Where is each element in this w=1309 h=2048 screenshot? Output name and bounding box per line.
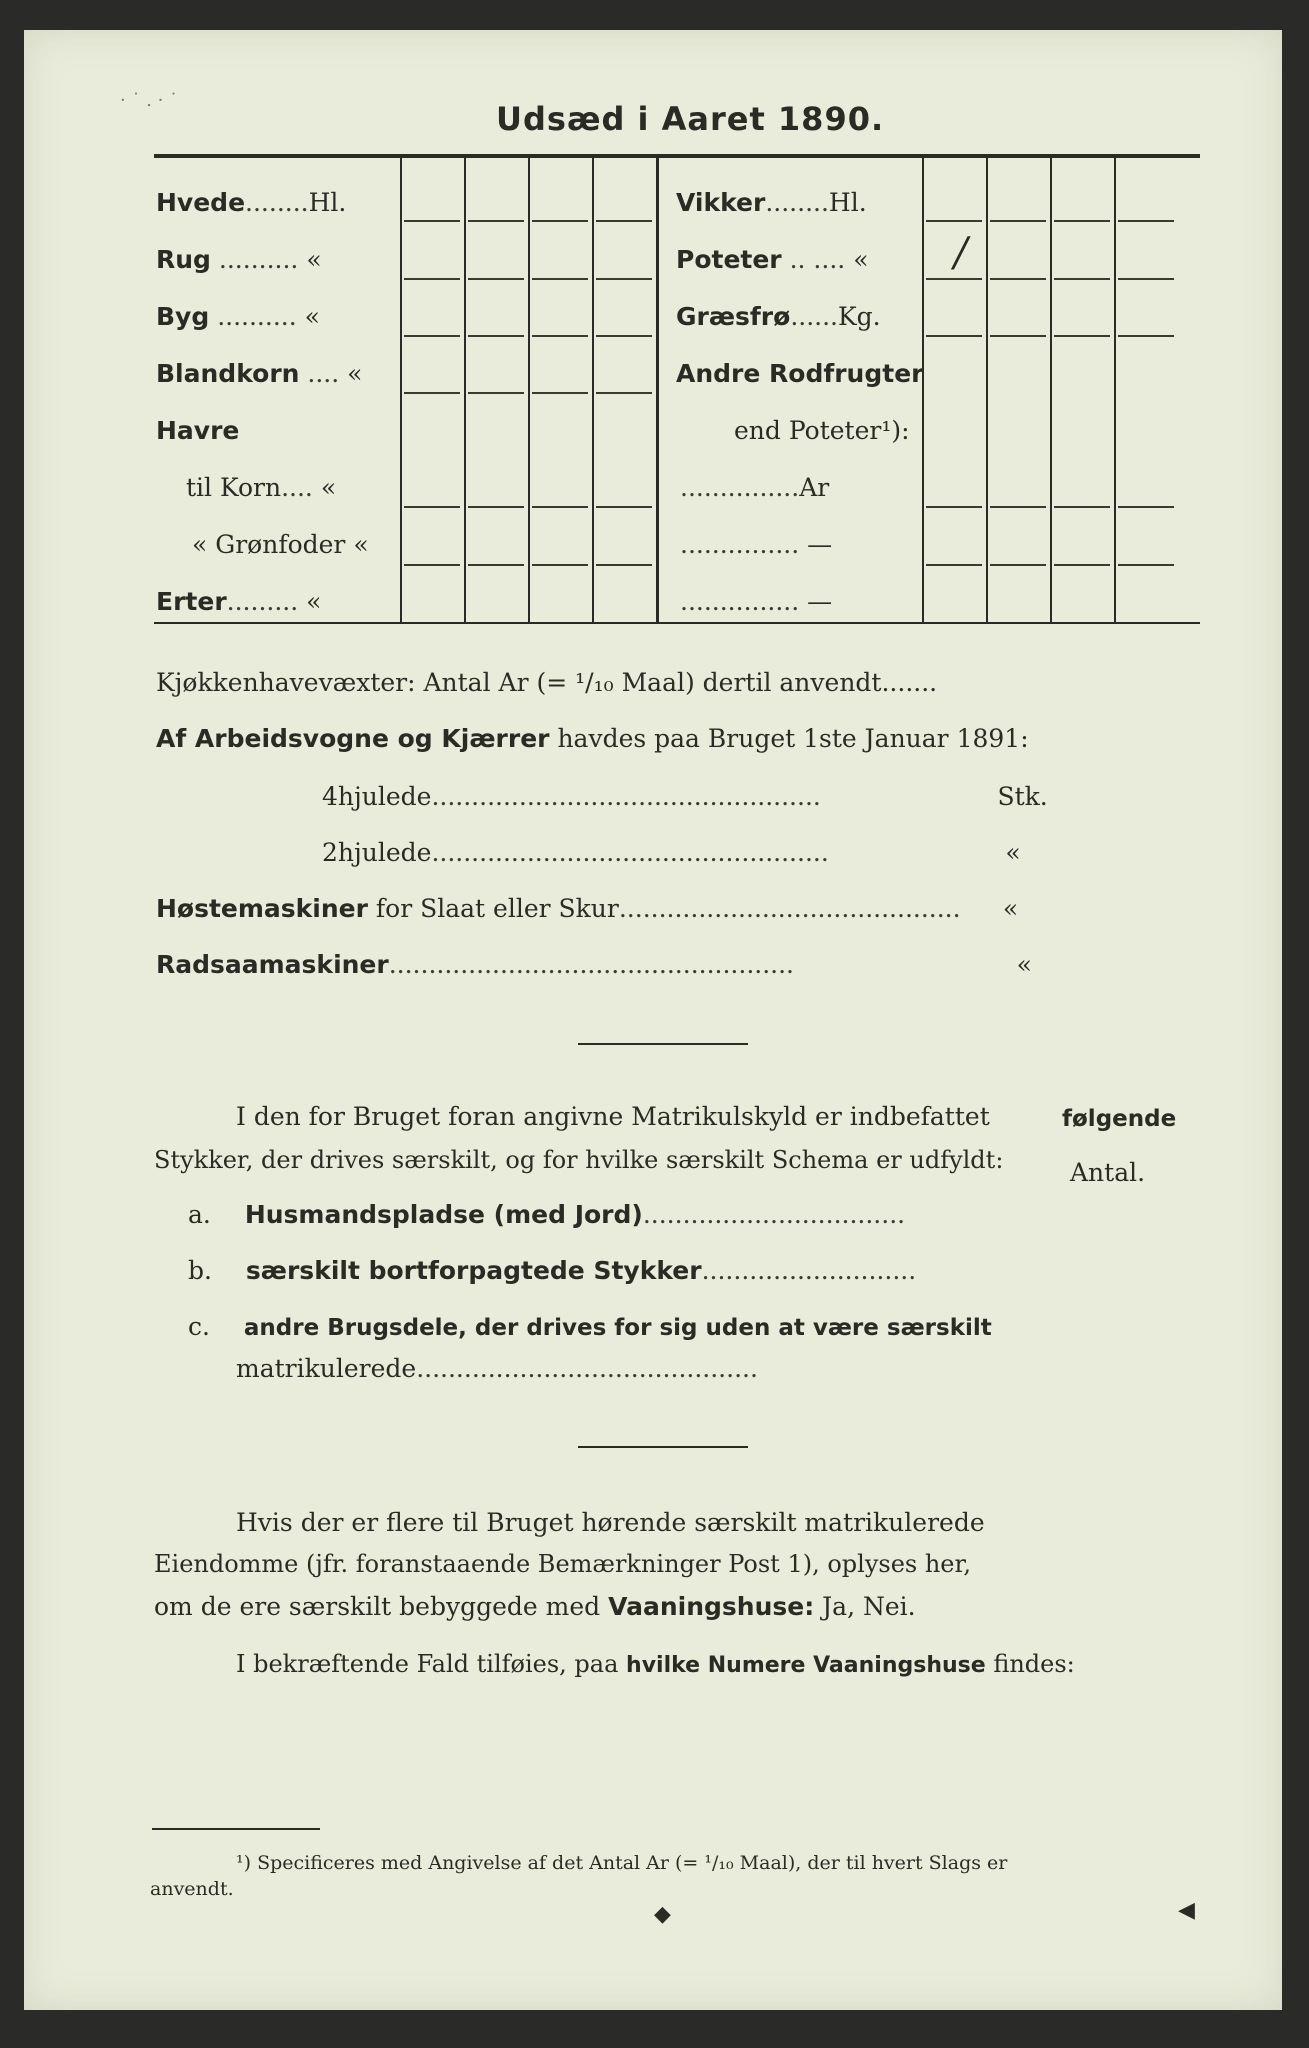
vaaningshuse-word: Vaaningshuse: <box>608 1592 815 1621</box>
section-divider <box>578 1043 748 1045</box>
leader-dots: .. .... <box>789 245 846 274</box>
col-divider <box>400 158 402 622</box>
unit-label: « <box>1016 950 1032 979</box>
item-letter: a. <box>188 1200 211 1229</box>
footnote-rule <box>152 1828 320 1830</box>
eiendomme-line1: Hvis der er flere til Bruget hørende særskilt matrikulerede <box>236 1508 985 1537</box>
leader-dots: ........ <box>765 188 829 217</box>
unit-label: Kg. <box>838 302 881 331</box>
unit-label: « <box>1005 838 1021 867</box>
crop-row-erter <box>156 587 321 616</box>
leader-dots: .......... <box>217 302 297 331</box>
col-divider <box>1050 158 1052 622</box>
leader-dots: ............... <box>680 530 800 559</box>
crop-row-hvede <box>156 188 346 217</box>
crop-name: Erter <box>156 587 227 616</box>
hostemaskiner-heading: Høstemaskiner <box>156 894 368 923</box>
unit-label: Hl. <box>828 188 867 217</box>
arbeidsvogne-line <box>156 724 1029 753</box>
unit-label: — <box>807 530 833 559</box>
item-text: matrikulerede <box>236 1354 417 1383</box>
crop-row-rug <box>156 245 322 274</box>
to-hjulede-line <box>322 838 1021 867</box>
col-divider <box>986 158 988 622</box>
crop-name: Poteter <box>676 245 782 274</box>
radsaamaskiner-line <box>156 950 1032 979</box>
crop-name: Græsfrø <box>676 302 791 331</box>
item-b <box>188 1256 916 1285</box>
arbeidsvogne-heading: Af Arbeidsvogne og Kjærrer <box>156 724 550 753</box>
matrikul-para-line1: I den for Bruget foran angivne Matrikulskyld er indbefattet <box>236 1102 990 1131</box>
leader-dots: .... <box>307 359 340 388</box>
leader-dots: ......... <box>226 587 299 616</box>
crop-name: Vikker <box>676 188 766 217</box>
crop-row-blandkorn <box>156 359 362 388</box>
eiendomme-line2: Eiendomme (jfr. foranstaaende Bemærkninger Post 1), oplyses her, <box>154 1550 971 1578</box>
unit-label: « <box>1002 894 1019 923</box>
findes-word: findes: <box>993 1650 1075 1678</box>
item-text: særskilt bortforpagtede Stykker <box>245 1256 702 1285</box>
fire-hjulede-line <box>322 782 1048 811</box>
leader-dots: .......... <box>218 245 299 274</box>
item-a <box>188 1200 905 1229</box>
unit-label: Ar <box>799 473 830 502</box>
footnote-line2: anvendt. <box>150 1878 234 1900</box>
crop-name: Byg <box>156 302 210 331</box>
leader-dots: ................................. <box>642 1200 906 1229</box>
leader-dots: ........ <box>245 188 309 217</box>
unit-label: « <box>853 245 869 274</box>
crop-name: Blandkorn <box>156 359 300 388</box>
unit-label: — <box>807 587 833 616</box>
crop-row-graesfro <box>676 302 881 331</box>
leader-dots: ...... <box>790 302 838 331</box>
pin-mark: ◀ <box>1178 1898 1195 1923</box>
item-c <box>188 1312 992 1341</box>
crop-name: Rug <box>156 245 211 274</box>
section-divider <box>578 1446 748 1448</box>
leader-dots: ................................................. <box>431 782 821 811</box>
crop-row-poteter <box>676 245 868 274</box>
crop-row-til-korn <box>186 473 336 502</box>
col-divider <box>1114 158 1116 622</box>
folgende-word: følgende <box>1062 1106 1177 1132</box>
crop-row-byg <box>156 302 320 331</box>
fire-hjulede-label: 4hjulede <box>322 782 432 811</box>
unit-label: « <box>353 530 369 559</box>
bekraeftende-line <box>236 1650 1075 1678</box>
item-text: andre Brugsdele, der drives for sig uden at være særskilt <box>243 1315 992 1341</box>
unit-label: « <box>304 302 320 331</box>
bekraeftende-text: I bekræftende Fald tilføies, paa <box>236 1650 619 1678</box>
leader-dots: .... <box>281 473 313 502</box>
table-bottom-rule <box>154 622 1200 624</box>
item-letter: c. <box>188 1312 210 1341</box>
kjokkenhave-line: Kjøkkenhavevæxter: Antal Ar (= ¹/₁₀ Maal) dertil anvendt....... <box>156 668 938 697</box>
leader-dots: ................................................... <box>388 950 795 979</box>
footnote-line1: ¹) Specificeres med Angivelse af det Antal Ar (= ¹/₁₀ Maal), der til hvert Slags er <box>236 1852 1008 1874</box>
crop-name: Hvede <box>156 188 246 217</box>
unit-label: Hl. <box>308 188 347 217</box>
unit-label: Stk. <box>997 782 1048 811</box>
crop-row-vikker <box>676 188 867 217</box>
eiendomme-line3 <box>154 1592 916 1621</box>
table-top-rule <box>154 154 1200 158</box>
crop-row-gronfoder <box>192 530 369 559</box>
col-divider <box>592 158 594 622</box>
hostemaskiner-text: for Slaat eller Skur <box>375 894 619 923</box>
crop-row-end-poteter: end Poteter¹): <box>734 416 910 445</box>
crop-row-andre-rodfrugter: Andre Rodfrugter <box>676 359 924 388</box>
arbeidsvogne-text: havdes paa Bruget 1ste Januar 1891: <box>557 724 1029 753</box>
leader-dots: ........................................... <box>618 894 961 923</box>
antal-heading: Antal. <box>1070 1158 1146 1187</box>
crop-name: til Korn <box>186 473 282 502</box>
matrikul-para-line2: Stykker, der drives særskilt, og for hvilke særskilt Schema er udfyldt: <box>154 1146 1004 1174</box>
col-divider <box>922 158 924 622</box>
leader-dots: .................................................. <box>431 838 829 867</box>
item-c-cont <box>236 1354 758 1383</box>
col-divider <box>464 158 466 622</box>
crop-row-havre <box>156 416 239 445</box>
col-divider <box>528 158 530 622</box>
crop-name: Havre <box>156 416 240 445</box>
leader-dots: ............... <box>680 473 800 502</box>
leader-dots: ........................... <box>701 1256 917 1285</box>
form-page <box>24 30 1282 2010</box>
crop-row-blank-ar <box>680 473 829 502</box>
to-hjulede-label: 2hjulede <box>322 838 432 867</box>
crop-row-blank-dash <box>680 530 832 559</box>
page-title: Udsæd i Aaret 1890. <box>496 100 885 138</box>
unit-label: « <box>306 245 322 274</box>
eiendomme-text: om de ere særskilt bebyggede med <box>154 1592 601 1621</box>
leader-dots: ............... <box>680 587 800 616</box>
unit-label: « <box>320 473 337 502</box>
pin-mark: ◆ <box>654 1902 671 1927</box>
speck-marks: · ˙ . · ˙ <box>120 90 179 111</box>
radsaamaskiner-heading: Radsaamaskiner <box>156 950 389 979</box>
unit-label: « <box>306 587 322 616</box>
item-letter: b. <box>188 1256 212 1285</box>
hostemaskiner-line <box>156 894 1018 923</box>
crop-name: « Grønfoder <box>192 530 346 559</box>
item-text: Husmandspladse (med Jord) <box>244 1200 643 1229</box>
handwritten-mark: / <box>954 230 968 276</box>
crop-row-blank-dash-2 <box>680 587 832 616</box>
unit-label: « <box>347 359 363 388</box>
numere-words: hvilke Numere Vaaningshuse <box>626 1653 986 1678</box>
table-center-divider <box>656 158 659 622</box>
leader-dots: ........................................... <box>416 1354 758 1383</box>
ja-nei: Ja, Nei. <box>822 1592 916 1621</box>
